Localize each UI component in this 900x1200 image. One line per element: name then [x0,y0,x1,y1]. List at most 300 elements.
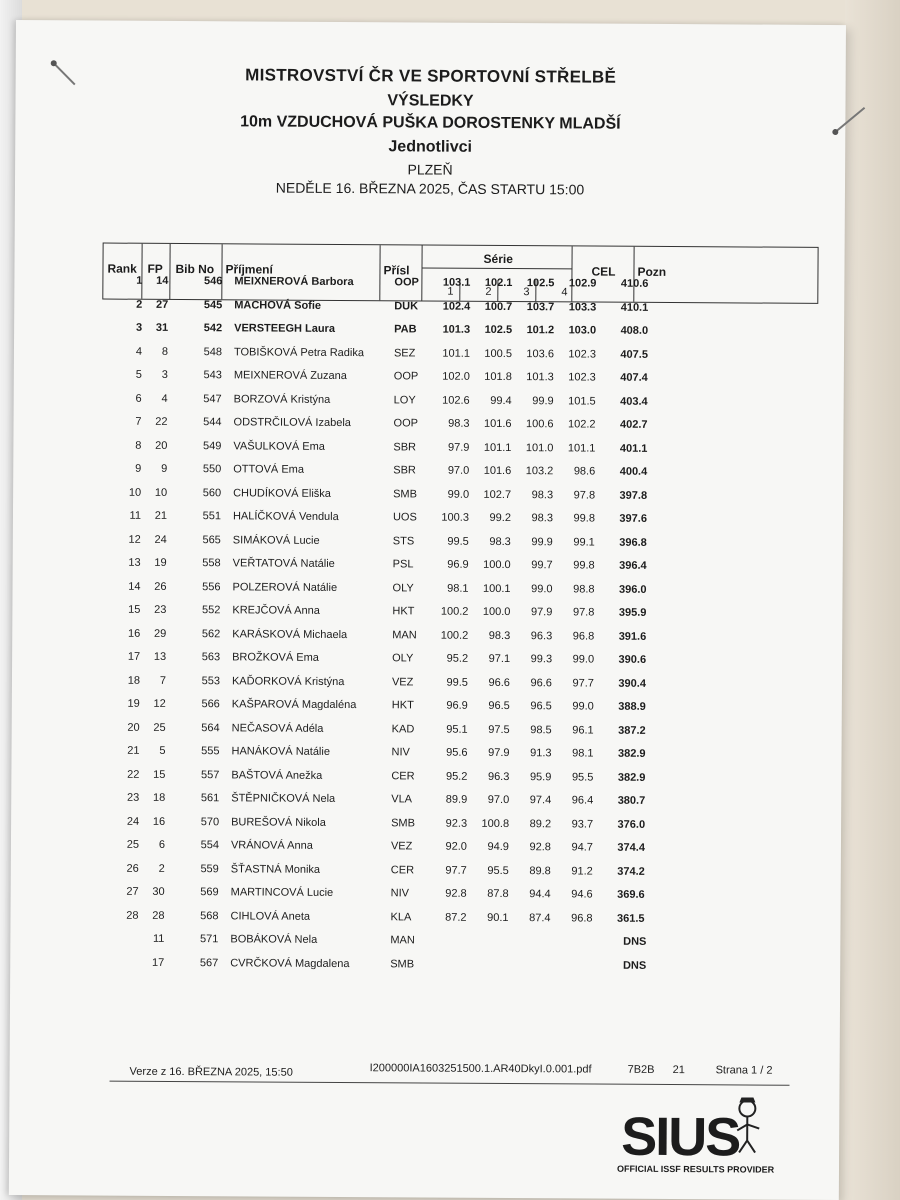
cell-s2: 101.8 [484,370,512,384]
cell-s1: 95.2 [446,652,469,665]
cell-club: SMB [390,957,415,970]
cell-bib: 557 [200,768,220,781]
cell-rank: 1 [136,274,143,287]
cell-cel: 361.5 [616,912,645,925]
cell-name: VRÁNOVÁ Anna [230,839,313,852]
cell-club: OOP [393,417,419,430]
cell-s4: 95.5 [571,770,594,784]
cell-name: ŠTĚPNIČKOVÁ Nela [231,792,336,805]
col-bib: Bib No [175,261,215,277]
cell-s4: 102.3 [568,347,597,361]
cell-rank: 20 [127,721,140,734]
cell-cel: 391.6 [618,630,647,643]
cell-s3: 87.4 [529,911,551,924]
col-fp: FP [147,261,163,276]
cell-s2: 97.5 [488,723,510,736]
cell-cel: 397.6 [619,512,648,525]
cell-bib: 547 [203,392,222,405]
file-name: I200000IA1603251500.1.AR40DkyI.0.001.pdf [369,1062,592,1076]
cell-s2: 99.4 [490,394,512,407]
cell-cel: 396.0 [618,583,647,596]
cell-fp: 20 [155,439,168,452]
col-series: Série [483,251,513,267]
cell-s4: 101.5 [568,394,596,408]
cell-s1: 100.2 [440,605,469,618]
number-text: 21 [672,1064,685,1077]
cell-s4: 96.8 [572,629,595,643]
cell-s3: 97.9 [530,606,553,619]
cell-cel: DNS [622,959,647,972]
cell-fp: 13 [153,650,167,663]
cell-s4: 99.8 [573,512,596,525]
cell-bib: 569 [200,886,219,899]
event-name: 10m VZDUCHOVÁ PUŠKA DOROSTENKY MLADŠÍ [240,113,621,133]
cell-s3: 101.0 [525,441,554,454]
cell-bib: 555 [201,745,220,758]
cell-s1: 101.3 [442,323,471,336]
code-text: 7B2B [627,1063,655,1076]
table-row [0,955,894,982]
cell-s2: 102.5 [484,323,513,337]
cell-s3: 99.3 [530,653,553,666]
cell-s3: 103.7 [526,300,555,313]
cell-cel: 403.4 [620,395,648,408]
cell-bib: 552 [202,604,221,617]
cell-s4: 102.9 [568,277,597,290]
cell-s2: 100.5 [484,347,513,360]
cell-s2: 96.5 [488,699,510,713]
cell-cel: 400.4 [619,465,648,478]
cell-s3: 99.9 [531,535,553,548]
cell-cel: 376.0 [617,818,646,831]
cell-bib: 550 [202,463,222,476]
cell-club: NIV [391,746,410,759]
cell-s4: 94.6 [571,888,593,901]
cell-fp: 22 [155,415,168,428]
cell-s3: 91.3 [530,747,552,760]
col-total: CEL [591,264,616,279]
cell-name: VAŠULKOVÁ Ema [233,439,325,453]
cell-bib: 553 [201,674,221,687]
cell-s1: 92.0 [445,840,467,853]
cell-fp: 3 [161,368,168,381]
cell-name: POLZEROVÁ Natálie [232,580,338,594]
cell-s2: 101.1 [483,441,512,454]
cell-s3: 98.3 [531,488,554,501]
cell-s4: 98.1 [572,747,594,760]
cell-rank: 14 [128,580,141,593]
cell-s3: 101.2 [526,324,555,337]
cell-rank: 25 [126,838,140,851]
cell-s4: 97.8 [572,606,595,619]
cell-s2: 101.6 [483,464,512,478]
cell-s2: 96.6 [488,676,510,689]
cell-rank: 21 [127,744,140,757]
cell-fp: 5 [159,744,166,757]
cell-s2: 98.3 [489,535,511,548]
col-name: Příjmení [225,262,273,277]
cell-name: BORZOVÁ Kristýna [233,392,331,406]
cell-s2: 98.3 [488,629,511,642]
cell-rank: 6 [135,392,142,405]
cell-fp: 4 [161,392,168,405]
cell-bib: 554 [200,839,219,852]
cell-club: UOS [392,511,417,524]
cell-fp: 27 [155,298,169,311]
cell-s3: 96.5 [530,700,552,713]
cell-fp: 31 [155,321,169,334]
cell-cel: 401.1 [619,442,648,455]
cell-s1: 97.7 [445,864,467,877]
cell-s1: 92.8 [445,887,467,900]
cell-club: KAD [391,722,415,735]
cell-bib: 544 [203,416,222,429]
cell-bib: 571 [199,933,219,946]
cell-club: DUK [394,299,419,312]
cell-s2: 94.9 [487,840,509,854]
cell-fp: 2 [158,862,165,875]
cell-club: OLY [392,652,414,665]
cell-rank: 19 [127,697,140,710]
cell-club: SEZ [393,346,416,359]
cell-club: PSL [392,558,414,571]
cell-fp: 24 [154,533,167,546]
cell-s1: 98.1 [447,582,469,595]
cell-name: KAĎORKOVÁ Kristýna [231,674,345,688]
cell-club: VLA [391,793,413,806]
cell-cel: DNS [623,935,647,948]
cell-fp: 18 [152,791,166,804]
cell-s4: 102.3 [568,371,596,384]
cell-s1: 95.2 [445,770,468,783]
cell-fp: 21 [154,509,168,522]
cell-s2: 100.0 [482,605,511,619]
cell-club: SMB [391,816,415,829]
cell-s4: 103.3 [568,300,597,314]
cell-cel: 410.6 [620,277,649,290]
cell-club: SBR [393,440,417,453]
cell-bib: 551 [202,510,222,523]
cell-bib: 570 [200,815,220,828]
cell-fp: 7 [159,674,167,687]
cell-fp: 15 [153,768,166,781]
cell-bib: 546 [204,275,223,288]
cell-cel: 390.4 [618,677,646,690]
cell-name: BOBÁKOVÁ Nela [230,933,318,946]
cell-club: VEZ [390,840,413,853]
col-club: Přísl [383,263,410,278]
cell-fp: 25 [153,721,166,734]
cell-s1: 102.0 [442,370,470,383]
cell-s4: 99.0 [572,700,594,713]
cell-s2: 97.0 [487,793,510,807]
footer-rule [110,1081,790,1086]
cell-rank: 16 [127,627,141,640]
cell-bib: 564 [201,721,220,734]
cell-s1: 87.2 [445,911,467,924]
cell-name: CIHLOVÁ Aneta [230,909,311,923]
cell-rank: 24 [126,815,140,828]
cell-s2: 102.7 [483,488,512,501]
cell-fp: 14 [156,274,169,287]
cell-bib: 558 [202,557,221,570]
cell-bib: 567 [199,956,219,969]
cell-s3: 98.5 [530,723,552,736]
cell-rank: 13 [128,556,141,569]
cell-fp: 26 [154,580,167,593]
cell-rank: 12 [128,533,141,546]
provider-text: OFFICIAL ISSF RESULTS PROVIDER [616,1163,775,1175]
cell-s2: 96.3 [487,770,510,783]
cell-cel: 396.4 [619,559,647,572]
cell-s1: 100.3 [441,511,470,524]
cell-name: BAŠTOVÁ Anežka [231,768,323,782]
cell-club: LOY [393,393,416,406]
cell-s3: 103.2 [525,465,554,478]
series-4-label: 4 [561,286,568,299]
cell-fp: 9 [161,462,168,475]
cell-bib: 563 [201,651,221,664]
series-2-label: 2 [485,285,492,298]
cell-name: KARÁSKOVÁ Michaela [232,627,348,641]
cell-rank: 2 [136,298,143,311]
cell-s1: 102.4 [442,300,471,313]
cell-s2: 97.1 [488,652,511,666]
cell-rank: 9 [135,462,142,475]
cell-rank: 23 [126,791,140,804]
cell-s4: 91.2 [571,864,593,878]
cell-bib: 548 [203,345,223,358]
cell-name: NEČASOVÁ Adéla [231,721,324,735]
cell-club: SBR [393,464,416,477]
cell-s4: 98.8 [573,582,595,596]
cell-s3: 97.4 [529,794,552,807]
cell-s2: 100.8 [481,817,510,830]
cell-s3: 100.6 [525,418,554,431]
cell-club: HKT [392,605,415,618]
cell-club: NIV [390,887,410,900]
cell-rank: 26 [126,862,139,875]
cell-name: MARTINCOVÁ Lucie [230,886,334,899]
cell-s1: 95.6 [446,746,468,759]
cell-bib: 568 [200,909,219,922]
cell-s2: 100.0 [483,558,511,572]
cell-s4: 97.8 [573,488,596,502]
cell-s1: 98.3 [448,417,470,430]
cell-s1: 101.1 [442,347,471,360]
results-sheet [9,20,846,1200]
cell-cel: 407.5 [620,348,649,361]
cell-s2: 87.8 [487,887,509,901]
cell-s2: 100.1 [482,582,511,595]
cell-cel: 374.4 [617,841,645,854]
cell-bib: 565 [202,533,221,546]
cell-s4: 102.2 [567,418,596,431]
cell-rank: 3 [135,321,143,334]
cell-s3: 89.2 [529,817,552,830]
cell-rank: 11 [129,509,142,522]
cell-s1: 92.3 [445,817,468,830]
cell-fp: 17 [151,956,165,969]
cell-cel: 390.6 [618,653,647,666]
cell-cel: 395.9 [618,606,647,619]
cell-name: KAŠPAROVÁ Magdaléna [231,698,357,712]
cell-rank: 18 [127,674,141,687]
cell-club: SMB [393,487,417,500]
page-title: MISTROVSTVÍ ČR VE SPORTOVNÍ STŘELBĚ [245,65,617,87]
cell-cel: 369.6 [617,888,645,901]
cell-cel: 407.4 [620,371,648,384]
cell-s4: 94.7 [571,841,593,854]
cell-cel: 397.8 [619,489,648,502]
cell-s1: 96.9 [447,558,469,571]
cell-club: KLA [390,910,412,923]
cell-club: MAN [392,628,417,641]
cell-club: VEZ [391,675,414,688]
cell-s3: 103.6 [526,347,555,360]
cell-s2: 97.9 [488,746,510,760]
cell-fp: 6 [158,838,166,851]
version-text: Verze z 16. BŘEZNA 2025, 15:50 [129,1065,293,1079]
cell-s2: 95.5 [487,864,509,877]
cell-rank: 5 [135,368,142,381]
cell-s3: 101.3 [526,371,554,384]
cell-s3: 99.9 [532,394,554,407]
cell-club: OLY [392,581,414,594]
cell-bib: 542 [203,322,223,335]
cell-club: OOP [393,370,419,383]
cell-bib: 566 [201,698,220,711]
cell-s3: 95.9 [529,770,552,783]
cell-s2: 90.1 [487,911,509,924]
cell-s3: 102.5 [526,277,555,290]
cell-cel: 402.7 [619,418,648,431]
cell-s4: 99.8 [573,559,595,572]
cell-fp: 12 [153,697,166,710]
cell-s1: 96.9 [446,699,468,712]
cell-bib: 561 [200,792,220,805]
cell-s2: 99.2 [489,511,512,525]
cell-s2: 102.1 [484,276,513,290]
series-1-label: 1 [447,285,454,298]
cell-name: ODSTRČILOVÁ Izabela [233,416,351,430]
cell-s4: 93.7 [571,817,594,831]
cell-s1: 103.1 [442,276,471,289]
cell-cel: 408.0 [620,324,649,337]
cell-rank: 8 [135,439,142,452]
cell-s1: 95.1 [446,723,468,736]
cell-s4: 97.7 [572,676,594,690]
cell-bib: 556 [202,580,221,593]
cell-cel: 387.2 [618,724,646,737]
cell-s4: 98.6 [573,465,596,478]
cell-name: ŠŤASTNÁ Monika [230,862,321,876]
cell-name: SIMÁKOVÁ Lucie [232,533,320,547]
cell-fp: 8 [161,345,169,358]
divider [421,267,571,269]
page-number: Strana 1 / 2 [715,1064,773,1077]
cell-bib: 562 [201,627,221,640]
cell-club: CER [391,769,415,782]
cell-s2: 100.7 [484,300,513,313]
cell-name: CVRČKOVÁ Magdalena [230,956,350,970]
cell-name: VERSTEEGH Laura [234,322,336,335]
cell-club: OOP [394,276,419,289]
cell-s3: 98.3 [531,512,554,525]
cell-cel: 410.1 [620,301,649,314]
cell-fp: 16 [152,815,166,828]
cell-s1: 99.5 [446,676,468,689]
cell-name: HANÁKOVÁ Natálie [231,745,331,758]
cell-s4: 99.1 [573,535,595,549]
cell-cel: 382.9 [617,747,646,760]
cell-fp: 29 [153,627,167,640]
cell-s1: 99.0 [447,488,470,501]
cell-bib: 559 [200,862,219,875]
cell-s4: 101.1 [567,441,596,455]
cell-name: TOBIŠKOVÁ Petra Radika [233,345,365,359]
cell-s4: 96.8 [571,911,593,925]
cell-name: BROŽKOVÁ Ema [232,651,319,664]
col-note: Pozn [637,264,667,279]
cell-s2: 101.6 [483,417,512,431]
col-rank: Rank [107,261,137,276]
cell-club: CER [390,863,415,876]
cell-s1: 97.9 [447,441,470,454]
cell-s1: 97.0 [447,464,470,477]
cell-fp: 23 [154,603,167,616]
sius-logo: SIUS [621,1106,740,1168]
cell-name: MEIXNEROVÁ Barbora [234,275,354,289]
cell-s4: 96.1 [572,723,594,737]
cell-fp: 19 [154,556,167,569]
series-3-label: 3 [523,286,530,299]
cell-bib: 545 [203,298,223,311]
cell-name: HALÍČKOVÁ Vendula [232,510,339,523]
cell-cel: 382.9 [617,771,646,784]
location: PLZEŇ [407,161,453,178]
cell-fp: 30 [152,885,165,898]
cell-name: KREJČOVÁ Anna [232,604,320,617]
cell-name: CHUDÍKOVÁ Eliška [233,486,331,500]
cell-bib: 549 [203,439,222,452]
cell-rank: 4 [135,345,143,358]
cell-cel: 374.2 [617,865,645,878]
cell-rank: 10 [128,486,142,499]
cell-club: PAB [394,323,417,336]
category: Jednotlivci [388,138,473,156]
cell-club: HKT [391,699,414,712]
cell-rank: 15 [128,603,141,616]
cell-s3: 92.8 [529,841,551,854]
cell-s4: 99.0 [572,653,595,666]
cell-bib: 543 [203,369,222,382]
cell-rank: 17 [127,650,141,663]
cell-name: OTTOVÁ Ema [233,463,304,476]
cell-fp: 11 [152,932,165,945]
cell-s3: 99.7 [531,559,553,572]
cell-bib: 560 [202,486,222,499]
cell-s1: 89.9 [445,793,468,806]
cell-s3: 96.6 [530,676,552,689]
cell-rank: 22 [127,768,140,781]
cell-rank: 28 [126,909,139,922]
date-time: NEDĚLE 16. BŘEZNA 2025, ČAS STARTU 15:00 [275,179,585,198]
cell-name: VEŘTATOVÁ Natálie [232,557,335,570]
cell-cel: 396.8 [619,536,647,549]
cell-club: STS [392,534,415,547]
cell-s4: 96.4 [571,794,594,807]
